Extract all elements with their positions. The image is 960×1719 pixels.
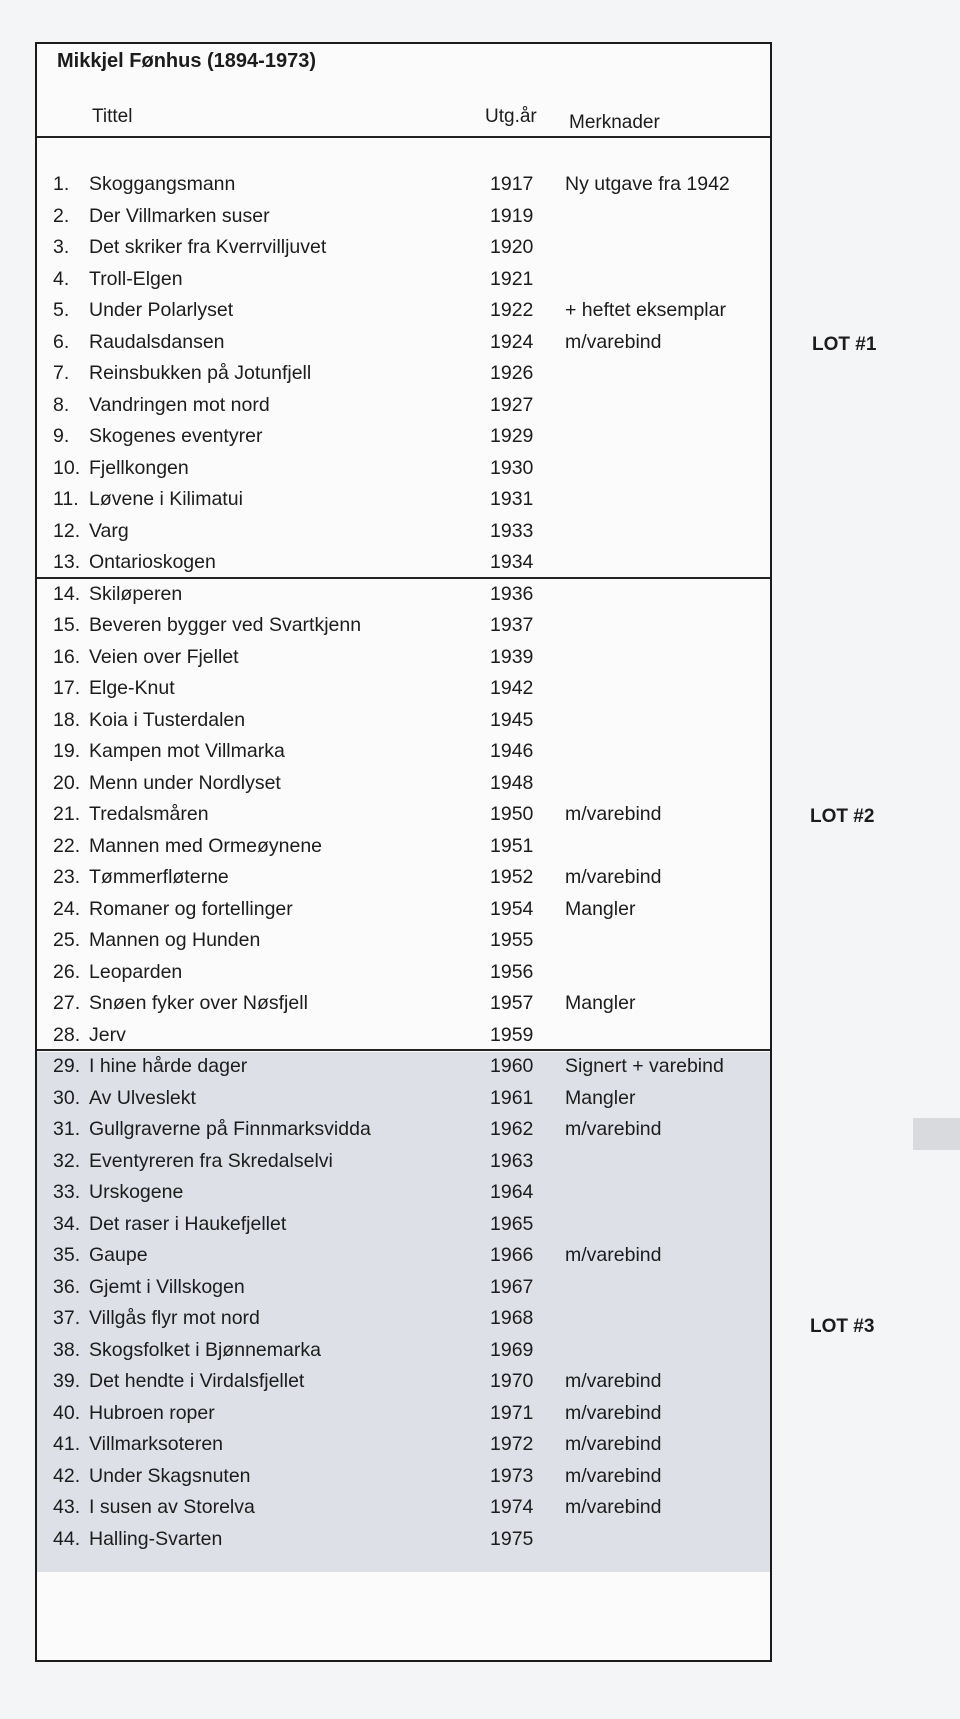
publication-year: 1973 bbox=[490, 1464, 534, 1487]
publication-year: 1945 bbox=[490, 708, 534, 731]
row-number: 31. bbox=[53, 1118, 81, 1140]
note: m/varebind bbox=[565, 1401, 662, 1424]
row-number: 12. bbox=[53, 519, 81, 542]
row-number: 38. bbox=[53, 1338, 81, 1361]
book-title: Ontarioskogen bbox=[89, 551, 216, 573]
book-title: Gaupe bbox=[89, 1244, 148, 1266]
row-number: 20. bbox=[53, 771, 81, 794]
book-title: Det skriker fra Kverrvilljuvet bbox=[89, 236, 327, 258]
table-row bbox=[37, 831, 770, 863]
publication-year: 1969 bbox=[490, 1338, 534, 1361]
row-number: 17. bbox=[53, 677, 81, 699]
book-title: Mannen med Ormeøynene bbox=[89, 834, 323, 857]
note: m/varebind bbox=[565, 1464, 662, 1487]
row-number: 34. bbox=[53, 1212, 81, 1235]
table-row bbox=[37, 1272, 770, 1304]
book-title: Hubroen roper bbox=[89, 1401, 215, 1424]
table-row bbox=[37, 1020, 770, 1052]
row-number: 11. bbox=[53, 488, 79, 510]
row-number: 15. bbox=[53, 614, 81, 636]
publication-year: 1960 bbox=[490, 1055, 534, 1077]
row-number: 1. bbox=[53, 173, 70, 195]
book-title: Villgås flyr mot nord bbox=[89, 1307, 260, 1329]
row-number: 41. bbox=[53, 1433, 81, 1455]
table-row bbox=[37, 736, 770, 768]
book-title: Jerv bbox=[89, 1023, 126, 1046]
row-number: 40. bbox=[53, 1401, 81, 1424]
book-title: I susen av Storelva bbox=[89, 1496, 255, 1518]
book-title: Det hendte i Virdalsfjellet bbox=[89, 1370, 305, 1392]
column-header-title: Tittel bbox=[92, 106, 133, 127]
publication-year: 1946 bbox=[490, 740, 534, 762]
book-title: Menn under Nordlyset bbox=[89, 771, 281, 794]
row-number: 25. bbox=[53, 929, 81, 951]
table-row bbox=[37, 988, 770, 1020]
book-title: Gjemt i Villskogen bbox=[89, 1275, 245, 1298]
table-row bbox=[37, 642, 770, 674]
book-title: Fjellkongen bbox=[89, 456, 189, 479]
header-divider bbox=[37, 136, 770, 138]
publication-year: 1974 bbox=[490, 1496, 534, 1518]
publication-year: 1921 bbox=[490, 267, 534, 290]
row-number: 21. bbox=[53, 803, 81, 825]
table-row bbox=[37, 799, 770, 831]
row-number: 6. bbox=[53, 330, 70, 353]
row-number: 37. bbox=[53, 1307, 81, 1329]
row-number: 18. bbox=[53, 708, 81, 731]
row-number: 44. bbox=[53, 1527, 81, 1550]
row-number: 36. bbox=[53, 1275, 81, 1298]
table-row bbox=[37, 1083, 770, 1115]
row-number: 13. bbox=[53, 551, 81, 573]
table-row bbox=[37, 453, 770, 485]
table-row bbox=[37, 264, 770, 296]
row-number: 29. bbox=[53, 1055, 81, 1077]
row-number: 8. bbox=[53, 393, 70, 416]
book-title: Villmarksoteren bbox=[89, 1433, 224, 1455]
note: Mangler bbox=[565, 897, 636, 920]
note: m/varebind bbox=[565, 1496, 662, 1518]
lot-2-label: LOT #2 bbox=[810, 806, 875, 827]
publication-year: 1948 bbox=[490, 771, 534, 794]
publication-year: 1922 bbox=[490, 299, 534, 321]
table-row bbox=[37, 1461, 770, 1493]
note: m/varebind bbox=[565, 803, 662, 825]
book-title: Løvene i Kilimatui bbox=[89, 488, 243, 510]
row-number: 32. bbox=[53, 1149, 81, 1172]
table-row bbox=[37, 390, 770, 422]
table-row bbox=[37, 673, 770, 705]
row-number: 42. bbox=[53, 1464, 81, 1487]
publication-year: 1957 bbox=[490, 992, 534, 1014]
table-row bbox=[37, 201, 770, 233]
table-row bbox=[37, 516, 770, 548]
book-list-sheet bbox=[35, 42, 772, 1662]
publication-year: 1951 bbox=[490, 834, 534, 857]
table-row bbox=[37, 327, 770, 359]
book-title: Elge-Knut bbox=[89, 677, 175, 699]
book-title: Tredalsmåren bbox=[89, 803, 209, 825]
publication-year: 1968 bbox=[490, 1307, 534, 1329]
row-number: 35. bbox=[53, 1244, 81, 1266]
row-number: 27. bbox=[53, 992, 81, 1014]
book-title: Tømmerfløterne bbox=[89, 866, 229, 888]
publication-year: 1956 bbox=[490, 960, 534, 983]
book-title: Romaner og fortellinger bbox=[89, 897, 293, 920]
publication-year: 1931 bbox=[490, 488, 534, 510]
book-title: Koia i Tusterdalen bbox=[89, 708, 246, 731]
book-title: Leoparden bbox=[89, 960, 183, 983]
table-row bbox=[37, 1303, 770, 1335]
book-title: Det raser i Haukefjellet bbox=[89, 1212, 287, 1235]
book-title: Under Polarlyset bbox=[89, 299, 234, 321]
row-number: 3. bbox=[53, 236, 70, 258]
note: m/varebind bbox=[565, 330, 662, 353]
book-title: I hine hårde dager bbox=[89, 1055, 248, 1077]
publication-year: 1959 bbox=[490, 1023, 534, 1046]
book-title: Reinsbukken på Jotunfjell bbox=[89, 362, 312, 384]
note: Signert + varebind bbox=[565, 1055, 724, 1077]
note: m/varebind bbox=[565, 1370, 662, 1392]
publication-year: 1965 bbox=[490, 1212, 534, 1235]
publication-year: 1970 bbox=[490, 1370, 534, 1392]
book-title: Mannen og Hunden bbox=[89, 929, 261, 951]
table-row bbox=[37, 925, 770, 957]
book-title: Beveren bygger ved Svartkjenn bbox=[89, 614, 362, 636]
book-title: Urskogene bbox=[89, 1181, 184, 1203]
note: Mangler bbox=[565, 992, 636, 1014]
table-row bbox=[37, 957, 770, 989]
row-number: 39. bbox=[53, 1370, 81, 1392]
publication-year: 1971 bbox=[490, 1401, 534, 1424]
publication-year: 1955 bbox=[490, 929, 534, 951]
publication-year: 1926 bbox=[490, 362, 534, 384]
table-row bbox=[37, 421, 770, 453]
publication-year: 1936 bbox=[490, 582, 534, 605]
row-number: 26. bbox=[53, 960, 81, 983]
publication-year: 1962 bbox=[490, 1118, 534, 1140]
table-row bbox=[37, 484, 770, 516]
table-row bbox=[37, 705, 770, 737]
table-row bbox=[37, 862, 770, 894]
publication-year: 1927 bbox=[490, 393, 534, 416]
row-number: 19. bbox=[53, 740, 81, 762]
row-number: 23. bbox=[53, 866, 81, 888]
table-row bbox=[37, 768, 770, 800]
row-number: 43. bbox=[53, 1496, 81, 1518]
note: m/varebind bbox=[565, 1118, 662, 1140]
table-row bbox=[37, 1177, 770, 1209]
note: m/varebind bbox=[565, 1244, 662, 1266]
book-title: Veien over Fjellet bbox=[89, 645, 239, 668]
table-row bbox=[37, 1429, 770, 1461]
publication-year: 1942 bbox=[490, 677, 534, 699]
publication-year: 1967 bbox=[490, 1275, 534, 1298]
row-number: 10. bbox=[53, 456, 81, 479]
table-row bbox=[37, 358, 770, 390]
book-title: Under Skagsnuten bbox=[89, 1464, 251, 1487]
book-title: Troll-Elgen bbox=[89, 267, 183, 290]
publication-year: 1937 bbox=[490, 614, 534, 636]
note: m/varebind bbox=[565, 1433, 662, 1455]
book-title: Skiløperen bbox=[89, 582, 183, 605]
book-title: Raudalsdansen bbox=[89, 330, 225, 353]
table-row bbox=[37, 894, 770, 926]
table-row bbox=[37, 1524, 770, 1556]
column-header-notes: Merknader bbox=[569, 112, 660, 133]
book-title: Vandringen mot nord bbox=[89, 393, 270, 416]
book-title: Der Villmarken suser bbox=[89, 204, 270, 227]
row-number: 16. bbox=[53, 645, 81, 668]
lot-3-label: LOT #3 bbox=[810, 1316, 875, 1337]
table-row bbox=[37, 232, 770, 264]
book-title: Gullgraverne på Finnmarksvidda bbox=[89, 1118, 371, 1140]
row-number: 30. bbox=[53, 1086, 81, 1109]
table-row bbox=[37, 295, 770, 327]
column-header-year: Utg.år bbox=[485, 106, 537, 127]
publication-year: 1954 bbox=[490, 897, 534, 920]
publication-year: 1964 bbox=[490, 1181, 534, 1203]
book-title: Varg bbox=[89, 519, 129, 542]
publication-year: 1950 bbox=[490, 803, 534, 825]
book-title: Av Ulveslekt bbox=[89, 1086, 196, 1109]
row-number: 33. bbox=[53, 1181, 81, 1203]
publication-year: 1934 bbox=[490, 551, 534, 573]
table-row bbox=[37, 1335, 770, 1367]
table-row bbox=[37, 1366, 770, 1398]
publication-year: 1924 bbox=[490, 330, 534, 353]
publication-year: 1917 bbox=[490, 173, 534, 195]
table-row bbox=[37, 1114, 770, 1146]
row-number: 22. bbox=[53, 834, 81, 857]
publication-year: 1975 bbox=[490, 1527, 534, 1550]
table-row bbox=[37, 610, 770, 642]
publication-year: 1919 bbox=[490, 204, 534, 227]
publication-year: 1939 bbox=[490, 645, 534, 668]
row-number: 28. bbox=[53, 1023, 81, 1046]
book-title: Skogenes eventyrer bbox=[89, 425, 263, 447]
note: Mangler bbox=[565, 1086, 636, 1109]
table-row bbox=[37, 1240, 770, 1272]
book-title: Skogsfolket i Bjønnemarka bbox=[89, 1338, 321, 1361]
row-number: 24. bbox=[53, 897, 81, 920]
book-title: Snøen fyker over Nøsfjell bbox=[89, 992, 308, 1014]
book-title: Kampen mot Villmarka bbox=[89, 740, 285, 762]
publication-year: 1933 bbox=[490, 519, 534, 542]
row-number: 2. bbox=[53, 204, 70, 227]
table-row bbox=[37, 1051, 770, 1083]
note: m/varebind bbox=[565, 866, 662, 888]
note: + heftet eksemplar bbox=[565, 299, 726, 321]
table-row bbox=[37, 547, 770, 579]
book-title: Halling-Svarten bbox=[89, 1527, 223, 1550]
publication-year: 1972 bbox=[490, 1433, 534, 1455]
publication-year: 1930 bbox=[490, 456, 534, 479]
book-title: Skoggangsmann bbox=[89, 173, 236, 195]
table-row bbox=[37, 169, 770, 201]
paper-mark bbox=[913, 1118, 960, 1150]
table-row bbox=[37, 1209, 770, 1241]
lot-1-label: LOT #1 bbox=[812, 334, 877, 355]
publication-year: 1963 bbox=[490, 1149, 534, 1172]
row-number: 14. bbox=[53, 582, 81, 605]
publication-year: 1952 bbox=[490, 866, 534, 888]
publication-year: 1929 bbox=[490, 425, 534, 447]
table-row bbox=[37, 1398, 770, 1430]
note: Ny utgave fra 1942 bbox=[565, 173, 730, 195]
table-row bbox=[37, 1492, 770, 1524]
row-number: 9. bbox=[53, 425, 70, 447]
book-title: Eventyreren fra Skredalselvi bbox=[89, 1149, 333, 1172]
table-row bbox=[37, 579, 770, 611]
table-row bbox=[37, 1146, 770, 1178]
publication-year: 1966 bbox=[490, 1244, 534, 1266]
row-number: 5. bbox=[53, 299, 70, 321]
row-number: 7. bbox=[53, 362, 70, 384]
book-rows bbox=[37, 169, 770, 1555]
author-title: Mikkjel Fønhus (1894-1973) bbox=[57, 50, 316, 72]
publication-year: 1961 bbox=[490, 1086, 534, 1109]
publication-year: 1920 bbox=[490, 236, 534, 258]
row-number: 4. bbox=[53, 267, 70, 290]
